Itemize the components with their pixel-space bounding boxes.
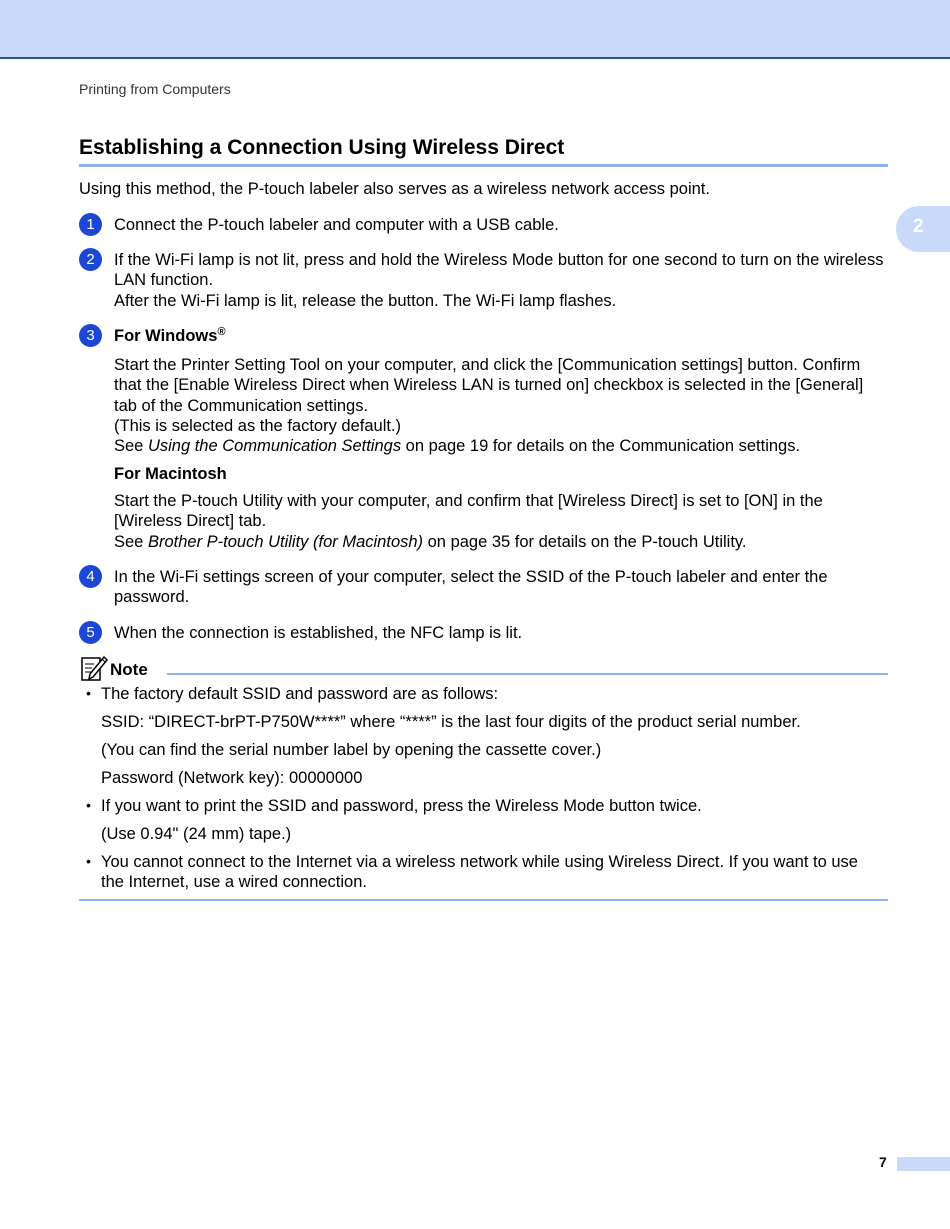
bullet-icon: •	[86, 685, 91, 701]
step-2-number: 2	[79, 248, 102, 271]
note-password: Password (Network key): 00000000	[101, 769, 363, 787]
see-prefix: See	[114, 532, 148, 551]
mac-line: Start the P-touch Utility with your computer, and confirm that [Wireless Direct] is set to [ON] in the	[114, 492, 823, 510]
note-label: Note	[110, 660, 148, 679]
step-5-text: When the connection is established, the NFC lamp is lit.	[114, 624, 523, 642]
step-2-text	[114, 250, 890, 311]
note-line: You cannot connect to the Internet via a wireless network while using Wireless Direct. If you want to use	[101, 853, 858, 871]
note-bottom-divider	[79, 899, 888, 901]
note-bullet-2: If you want to print the SSID and password, press the Wireless Mode button twice.	[101, 797, 702, 815]
step-2-line: After the Wi-Fi lamp is lit, release the button. The Wi-Fi lamp flashes.	[114, 291, 617, 310]
note-serial-hint: (You can find the serial number label by opening the cassette cover.)	[101, 741, 602, 759]
bullet-icon: •	[86, 853, 91, 869]
step-4-line: In the Wi-Fi settings screen of your computer, select the SSID of the P-touch labeler and enter the	[114, 568, 828, 586]
windows-line: tab of the Communication settings.	[114, 396, 369, 415]
step-2-line: If the Wi-Fi lamp is not lit, press and hold the Wireless Mode button for one second to turn on the wireless	[114, 251, 884, 269]
see-suffix: on page 35 for details on the P-touch Utility.	[423, 532, 747, 551]
page-tab	[897, 1157, 950, 1171]
step-4-line: password.	[114, 588, 190, 607]
step-1-text: Connect the P-touch labeler and computer with a USB cable.	[114, 216, 559, 234]
step-3-number: 3	[79, 324, 102, 347]
windows-line: that the [Enable Wireless Direct when Wireless LAN is turned on] checkbox is selected in the [General]	[114, 376, 864, 395]
windows-heading	[114, 326, 890, 346]
mac-see-reference	[114, 532, 890, 552]
step-4-text	[114, 567, 890, 608]
windows-line: Start the Printer Setting Tool on your computer, and click the [Communication settings] button. Confirm	[114, 356, 861, 374]
see-suffix: on page 19 for details on the Communication settings.	[401, 437, 801, 456]
windows-heading-text: For Windows	[114, 327, 218, 345]
mac-instructions	[114, 491, 890, 552]
mac-line: [Wireless Direct] tab.	[114, 512, 267, 531]
ptouch-utility-link[interactable]: Brother P-touch Utility (for Macintosh)	[147, 532, 424, 551]
step-4-number: 4	[79, 565, 102, 588]
see-prefix: See	[114, 437, 148, 456]
note-tape-size: (Use 0.94" (24 mm) tape.)	[101, 825, 292, 843]
note-ssid: SSID: “DIRECT-brPT-P750W****” where “****” is the last four digits of the product serial number.	[101, 713, 801, 731]
windows-see-reference	[114, 436, 890, 456]
note-divider	[167, 673, 888, 675]
windows-line: (This is selected as the factory default.)	[114, 416, 402, 435]
running-head: Printing from Computers	[79, 81, 231, 97]
communication-settings-link[interactable]: Using the Communication Settings	[147, 437, 402, 456]
page-title: Establishing a Connection Using Wireless Direct	[79, 136, 888, 167]
chapter-number: 2	[913, 216, 924, 237]
step-1-number: 1	[79, 213, 102, 236]
registered-mark: ®	[217, 326, 226, 338]
note-line: the Internet, use a wired connection.	[101, 873, 367, 892]
chapter-tab	[896, 206, 950, 252]
windows-instructions	[114, 355, 890, 456]
intro-text: Using this method, the P-touch labeler also serves as a wireless network access point.	[79, 180, 710, 198]
mac-heading: For Macintosh	[114, 465, 227, 483]
step-5-number: 5	[79, 621, 102, 644]
step-2-line: LAN function.	[114, 271, 214, 290]
page-number: 7	[879, 1154, 887, 1170]
bullet-icon: •	[86, 797, 91, 813]
note-bullet-1: The factory default SSID and password are as follows:	[101, 685, 499, 703]
note-bullet-3	[101, 852, 891, 893]
pencil-note-icon	[80, 655, 108, 683]
top-banner	[0, 0, 950, 59]
